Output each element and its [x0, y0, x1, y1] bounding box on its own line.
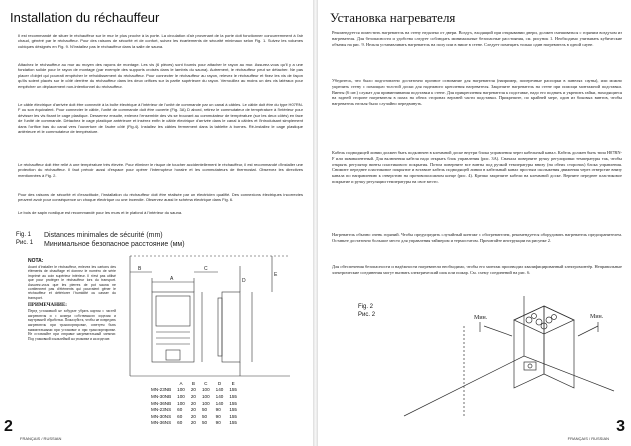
- paragraph-ru-2: Убедитесь, что было подготовлено достаточно прочное основание для нагревателя (например, поперечные распорки в панелях сауны), или можно укрепить стену с помощью толстой доски для надежного крепления нагревателя. Закрепите нагреватель на стене при помощи монтажной подставки. Винты (6 шт.) служат для привинчивания подставки к стене. Для прикрепления нагревателя к подставке, надо его поднять и укрепить гайки, находящиеся на задней стороне нагревателя в пазах на обеих сторонах верхней части подставки. Прикрепите, по крайней мере, один из боковых винтов, чтобы нагреватель нельзя было случайно передвинуть.: [332, 78, 622, 107]
- paragraph-fr-4: Le réchauffeur doit être relié à une température très élevée. Pour éliminer le risque de toucher accidentellement le réchauffeur, il est recommandé d'installer une protection du réchauffeur. Il faut prévoir aussi d'espace pour opérer l'interrupteur horaire et les commutateurs de thermostat. Observez les directives mentionnées à Fig. 2.: [18, 162, 303, 178]
- paragraph-ru-4: Нагреватель обычно очень горячий. Чтобы предупредить случайный контакт с обогревателем, рекомендуется оборудовать нагреватель предохранителем. Оставьте достаточно большое место для управления таймером и термостатом. Прочитайте инструкции на рисунке 2.: [332, 232, 622, 243]
- heater-front-outline: [152, 292, 194, 362]
- page-title-ru: Установка нагревателя: [330, 10, 456, 25]
- note-text-ru: Перед установкой не забудьте убрать картон с частей нагревателя и с номера собственного изделия и внутренней обработки. Пожалуйста, чтобы не повредить нагреватель при транспортировке, советуем быть внимательными при установке и при транспортировке. Не оставляйте при отправке нагревательный элемент. Под упаковкой и наклейкой на упаковке и на изделие.: [28, 309, 116, 341]
- paragraph-ru-5: Для обеспечения безопасности и надёжности нагреватели необходимо, чтобы его монтаж производил квалифицированный электромонтёр. Неправильные электрические соединения могут вызвать электрический шок или пожар. См. схему соединений на рис. 6.: [332, 264, 622, 275]
- paragraph-ru-3: Кабель подводящей линии должен быть подключен в клеммной доске внутри блока управления через кабельный канал. Кабель должен быть типа H07RN-F или эквивалентный. Для включения кабеля надо открыть блок управления (рис. 3А). Сначала поверните ручку регулировки температуры так, чтобы открыть регулятор винты пластикового покрытия. Потом поверните все винты под ручкой температуры внизу (на обеих сторонах) блока управления. Снимите переднее пластиковое покрытие и вставьте кабель подводящей линии в кабельный канал простым скольжения движения через отверстие внизу канала по направлению к отверстию на противоположном конце (рис. 4). Крепко закрепите кабели на клеммной доске. Верните переднее пластиковое покрытие и ручку регуляции температуры на свое место.: [332, 150, 622, 184]
- table-row: MN-36NS 60 20 50 90 155: [151, 420, 237, 426]
- footer-language: FRANÇAIS / RUSSIAN: [567, 436, 609, 441]
- header-cell: E: [231, 380, 235, 386]
- mounting-bracket: [218, 298, 222, 356]
- heater-side-panel: [544, 306, 574, 388]
- right-page: [318, 0, 631, 446]
- header-cell: B: [191, 380, 195, 386]
- paragraph-fr-6: Le bois de sapin nordique est recommandé pour les murs et le plafond à l'intérieur du sauna.: [18, 210, 183, 215]
- figure-label: Fig. 1: [16, 232, 32, 238]
- dim-label-c: C: [204, 266, 208, 272]
- stone-compartment: [156, 296, 190, 326]
- figure-caption-fr: Distances minimales de sécurité (mm): [44, 232, 163, 239]
- header-cell: [148, 380, 174, 387]
- min-distance-label-2: Мин.: [590, 314, 604, 320]
- clearance-diagram: [122, 252, 292, 380]
- table-header-row: [148, 380, 240, 387]
- left-page: [0, 0, 313, 446]
- heater-side-outline: [222, 292, 240, 362]
- paragraph-fr-2: Attachez le réchauffeur au mur au moyen des rayons de montage. Les vis (6 pièces) sont fournis pour attacher le rayon au mur. Assurez-vous qu'il y a une fondation solide pour le rayon de montage (par exemple des supports croisés dans le lambris du sauna). Autrement, le réchauffeur peut se détacher. Ne pas placer d'objet qui pourrait empêcher le refroidissement du réchauffeur. Pour connecter le réchauffeur au rayon, relevez le réchauffeur et fixez les vis de façon qu'ils soient placés sur le côté derrière du réchauffeur dans les deux orifices sur la partie supérieure du rayon. Verrouillez au moins un des vis latéraux pour empêcher un déplacement non-intentionnel du réchauffeur.: [18, 62, 303, 89]
- page-number: 2: [4, 418, 13, 435]
- table-row: MN-23NB 100 20 100 140 155: [151, 387, 237, 393]
- figure-label: Fig. 2: [358, 304, 374, 310]
- min-distance-label-1: Мин.: [474, 315, 488, 321]
- dim-label-a: A: [170, 276, 174, 282]
- dim-label-d: D: [242, 278, 246, 284]
- note-title: NOTA:: [28, 258, 44, 264]
- thermostat-knob: [528, 364, 532, 368]
- page-number: 3: [616, 418, 625, 435]
- figure-caption-ru: Минимальное безопасное расстояние (мм): [44, 241, 185, 248]
- table-row: MN-30NB 100 20 100 140 155: [151, 393, 237, 399]
- header-cell: D: [217, 380, 222, 386]
- paragraph-ru-1: Рекомендуется поместить нагреватель на стену недалеко от двери. Воздух, входящий при открывании двери, должен смешиваться с горячим воздухом из нагревателя. Для безопасности и удобства следует соблюдать минимальные безопасные расстояния, см. рисунок 1. Необходимо учитывать кубические объемы на рис. 9. Нельзя устанавливать нагреватель на полу или в нише в стене. Следует помещать только один нагреватель в одной сауне.: [332, 30, 622, 47]
- dim-label-e: E: [274, 272, 278, 278]
- figure-label-ru: Рис. 2: [358, 312, 376, 318]
- footer-language: FRANÇAIS / RUSSIAN: [20, 436, 62, 441]
- page-title-fr: Installation du réchauffeur: [10, 10, 160, 25]
- header-cell: A: [179, 380, 183, 386]
- figure-label-ru: Рис. 1: [16, 240, 34, 246]
- table-row: MN-36NB 100 20 100 140 155: [151, 400, 237, 406]
- heater-front-panel: [514, 306, 544, 388]
- header-cell: C: [204, 380, 208, 386]
- note-text: Avant d'installer le réchauffeur, enlevez les cartons des éléments de chauffage et donnez le numéro de série imprimé au coin supérieur intérieur. Il n'est pas utilisé que pour protéger le réchauffeur lors du transport. Assurez-vous que les pierres de pot sauna ne contiennent pas d'éléments qui pourraient gêner le réchauffeur et détériorer l'humidité ou casser du transport.: [28, 265, 116, 300]
- floor-corner-line: [404, 356, 614, 416]
- note-title-ru: ПРИМЕЧАНИЕ:: [28, 303, 67, 309]
- control-box: [524, 362, 536, 370]
- installation-note: [28, 258, 116, 341]
- paragraph-fr-1: Il est recommandé de situer le réchauffeur sur le mur le plus proche à la porte. La circulation d'air provenant de la porte doit fonctionner concurremment à l'air chaud, généré par le réchauffeur. Pour des raisons de sécurité et de confort, suivez les écartements de sécurité minimaux selon Fig. 1. Suivez les volumes cubiques désignés en Fig. 9. N'installez pas le réchauffeur dans la salle de sauna.: [18, 33, 303, 49]
- dimensions-table: [148, 380, 240, 426]
- dim-label-b: B: [138, 266, 142, 272]
- heater-clearance-illustration: [384, 296, 624, 436]
- paragraph-fr-5: Pour des raisons de sécurité et d'exactitude, l'installation du réchauffeur doit être réalisée par un électricien qualifié. Des connexions électriques incorrectes peuvent avoir pour conséquence un choque électrique ou une incendie. Observez aussi le schéma électrique dans Fig. 6.: [18, 192, 303, 203]
- table-row: MN-23NS 60 20 50 90 155: [151, 407, 237, 413]
- control-panel: [166, 350, 180, 360]
- paragraph-fr-3: Le câble électrique d'arrivée doit être connecté à la boîte électrique à l'intérieur de l'unité de commande par un canal à câbles. Le câble doit être du type H07RN-F ou son équivalent. Pour connecter le câble, l'unité de commande doit être ouverte (Fig. 3A) D abord, retirez le commutateur de température à l'intérieur pour dévisser les vis fixant le cage plastique. Desserrez ensuite, enlevez l'ensemble des vis se trouvant au commutateur de température (sur les deux côtés) en face de l'unité de commande. Détachez le cage plastique antérieure et insérez enfin le câble électrique d'arrivée dans le canal à câbles et l'introduisant simplement dans l'orifice bas du canal vers l'ouverture de l'autre côté (Fig.4). Installez les câbles fermement dans la tablette à bornes. Ré-installez le cage plastique antérieure et le commutateur de température.: [18, 102, 303, 135]
- table-row: MN-30NS 60 20 50 90 155: [151, 413, 237, 419]
